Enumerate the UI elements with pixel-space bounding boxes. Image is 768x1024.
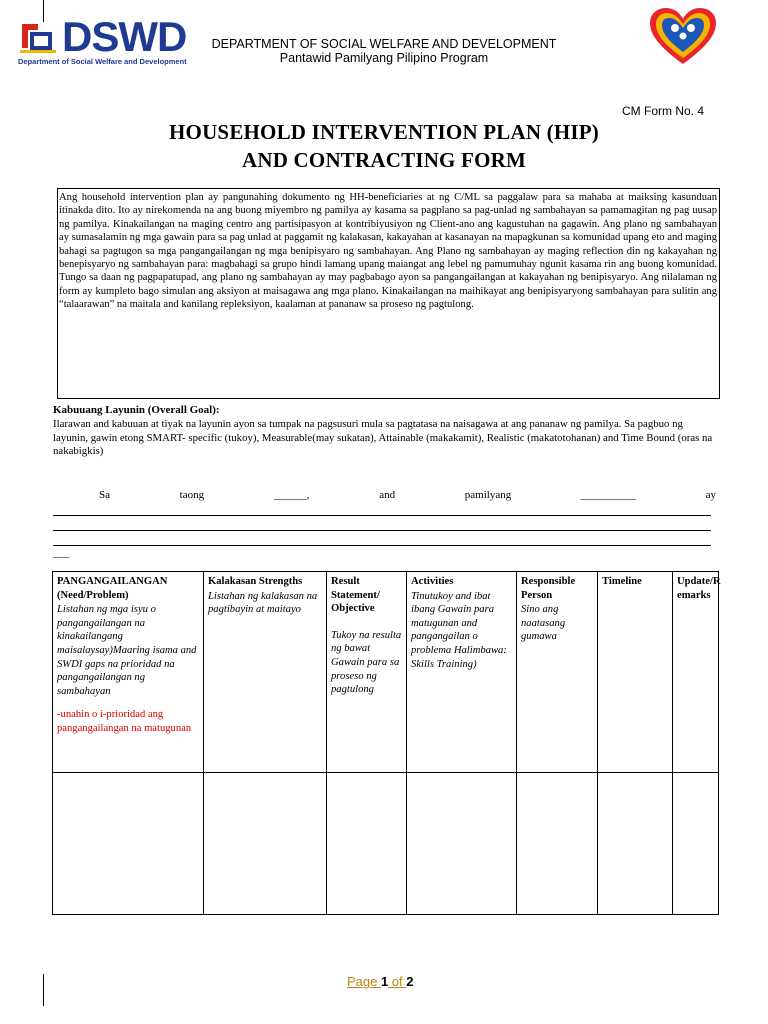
pantawid-heart-logo-icon xyxy=(648,6,718,68)
statement-word: and xyxy=(379,489,396,501)
margin-mark xyxy=(43,974,44,1006)
column-title: Responsible Person xyxy=(521,576,576,601)
activities-cell[interactable] xyxy=(407,773,517,915)
overall-goal-heading: Kabuuang Layunin (Overall Goal): xyxy=(53,404,220,416)
program-name: Pantawid Pamilyang Pilipino Program xyxy=(279,51,489,65)
goal-statement-row xyxy=(53,489,716,501)
remarks-cell[interactable] xyxy=(673,773,719,915)
overall-goal-text: Ilarawan and kabuuan at tiyak na layunin ayon sa tumpak na pagsusuri mula sa pagtatasa na naisagawa at ang pananaw ng pamilya. Sa pagbuo ng layunin, gawin etong SMART- specific (tukoy), Measurable(may sukatan), Attainable (makakamit), Realistic (makatotohanan) and Time Bound (oras na nakabigkis) xyxy=(53,418,713,458)
dswd-logo-mark-icon xyxy=(18,20,58,54)
current-page: 1 xyxy=(380,974,389,989)
table-row xyxy=(53,773,719,915)
dswd-logo-subtitle: Department of Social Welfare and Development xyxy=(18,57,187,66)
form-title-line-2: AND CONTRACTING FORM xyxy=(242,148,526,172)
column-description: Tukoy na resulta ng bawat Gawain para sa proseso ng pagtulong xyxy=(331,629,402,696)
column-title: Timeline xyxy=(602,576,642,587)
goal-fill-line-end[interactable]: ___ xyxy=(53,547,70,559)
goal-fill-line[interactable] xyxy=(53,515,711,516)
table-header-row xyxy=(53,572,719,773)
statement-word: ay xyxy=(705,489,716,501)
timeline-cell[interactable] xyxy=(598,773,673,915)
statement-word: Sa xyxy=(99,489,110,501)
intervention-plan-table xyxy=(52,571,719,915)
column-title: Activities xyxy=(411,576,454,587)
column-title: PANGANGAILANGAN xyxy=(57,576,168,587)
need-problem-column-header xyxy=(53,572,204,773)
result-objective-column-header xyxy=(327,572,407,773)
form-title-line-1: HOUSEHOLD INTERVENTION PLAN (HIP) xyxy=(169,120,599,144)
priority-note: -unahin o i-prioridad ang pangangailangan na matugunan xyxy=(57,709,192,734)
year-blank[interactable]: ______, xyxy=(273,489,310,501)
column-title: Update/R emarks xyxy=(677,576,721,601)
column-description: Listahan ng mga isyu o pangangailangan na kinakailangang maisalaysay)Maaring isama and SWDI gaps na prioridad na pangangailangan ng sambahayan xyxy=(57,604,197,697)
margin-mark xyxy=(43,0,44,22)
statement-word: taong xyxy=(179,489,205,501)
strengths-column-header xyxy=(204,572,327,773)
column-description: Tinutukoy and ibat ibang Gawain para matugunan and pangangailan o problema Halimbawa: Skills Training) xyxy=(411,590,507,670)
form-number: CM Form No. 4 xyxy=(622,104,705,118)
strengths-cell[interactable] xyxy=(204,773,327,915)
intro-paragraph: Ang household intervention plan ay pangunahing dokumento ng HH-beneficiaries at ng C/ML sa paggalaw para sa mahaba at maiksing kasunduan itinakda dito. Ito ay nirekomenda na ang buong miyembro ng pamilya ay kasama sa pagplano sa pag-unlad ng sambahayan sa pamamagitan ng pag uusap ng pamilya. Kinakailangan na maging centro ang partisipasyon at kontribiyusiyon ng Client-ano ang kagustuhan na gagawin. Ang plano ng sambahayan ay sumasalamin ng mga gawain para sa pag unlad at paggamit ng kalakasan, kakayahan at kasanayan na mapagkunan sa komunidad upang eto and maging bahagi sa pagtugon sa mga pangangailangan ng mga benipisyaro ng sambahayan. Ang Plano ng sambahayan ay maging reflection din ng kakayahan ng benepisyaryo ng sambahayan para: magbahagi sa grupo hindi lamang upang maiangat ang lebel ng pamumuhay ngunit kasama rin ang buong komunidad. Tungo sa daan ng pagpapatupad, ang plano ng sambahayan ay may pagbabago ayon sa pangangailangan at kakayahan ng benipisyaryo. Ang nilalaman ng form ay kumpleto bago simulan ang aksiyon at maisagawa ang mga plano. Kinakailangan na maihikayat ang benipisyaryong sambahayan para sulitin ang “talaarawan” na maitala and kanilang repleksiyon, kaalaman at pananaw sa proseso ng pagtulong. xyxy=(59,192,717,311)
column-subtitle: (Need/Problem) xyxy=(57,589,129,601)
column-description: Listahan ng kalakasan na pagtibayin at maitayo xyxy=(208,590,318,616)
page-label: Page xyxy=(347,974,381,989)
of-label: of xyxy=(388,974,407,989)
page-number-footer xyxy=(347,974,414,989)
dswd-logo-text: DSWD xyxy=(62,13,187,60)
column-title: Result Statement/ Objective xyxy=(331,576,380,615)
family-name-blank[interactable]: __________ xyxy=(580,489,636,501)
goal-fill-line[interactable] xyxy=(53,530,711,531)
result-objective-cell[interactable] xyxy=(327,773,407,915)
timeline-column-header xyxy=(598,572,673,773)
remarks-column-header xyxy=(673,572,719,773)
column-description: Sino ang naatasang gumawa xyxy=(521,604,566,643)
statement-word: pamilyang xyxy=(464,489,512,501)
column-title: Kalakasan Strengths xyxy=(208,576,303,587)
responsible-person-cell[interactable] xyxy=(517,773,598,915)
responsible-person-column-header xyxy=(517,572,598,773)
goal-fill-line[interactable] xyxy=(53,545,711,546)
need-problem-cell[interactable] xyxy=(53,773,204,915)
activities-column-header xyxy=(407,572,517,773)
department-name: DEPARTMENT OF SOCIAL WELFARE AND DEVELOPMENT xyxy=(211,37,557,51)
total-pages: 2 xyxy=(406,974,414,989)
